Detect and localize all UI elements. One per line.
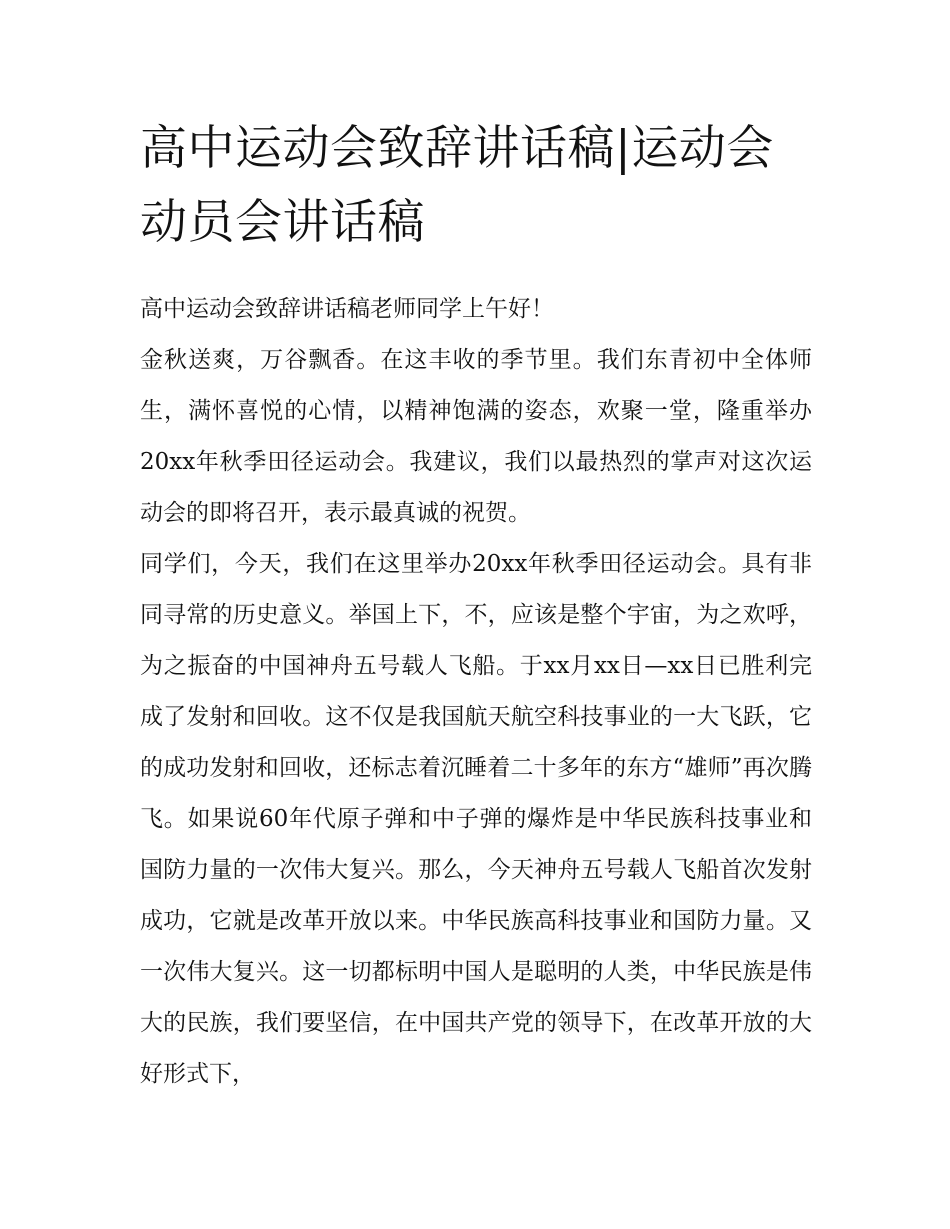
document-body [140,284,812,1100]
paragraph-greeting: 高中运动会致辞讲话稿老师同学上午好！ [140,296,554,322]
paragraph-opening: 金秋送爽，万谷飘香。在这丰收的季节里。我们东青初中全体师生，满怀喜悦的心情，以精神饱满的姿态，欢聚一堂，隆重举办20xx年秋季田径运动会。我建议，我们以最热烈的掌声对这次运动会的即将召开，表示最真诚的祝贺。 [140,347,812,526]
document-title: 高中运动会致辞讲话稿|运动会动员会讲话稿 [140,121,774,250]
paragraph-main: 同学们，今天，我们在这里举办20xx年秋季田径运动会。具有非同寻常的历史意义。举国上下，不，应该是整个宇宙，为之欢呼，为之振奋的中国神舟五号载人飞船。于xx月xx日—xx日已胜利完成了发射和回收。这不仅是我国航天航空科技事业的一大飞跃，它的成功发射和回收，还标志着沉睡着二十多年的东方“雄师”再次腾飞。如果说60年代原子弹和中子弹的爆炸是中华民族科技事业和国防力量的一次伟大复兴。那么，今天神舟五号载人飞船首次发射成功，它就是改革开放以来。中华民族高科技事业和国防力量。又一次伟大复兴。这一切都标明中国人是聪明的人类，中华民族是伟大的民族，我们要坚信，在中国共产党的领导下，在改革开放的大好形式下， [140,551,812,1087]
